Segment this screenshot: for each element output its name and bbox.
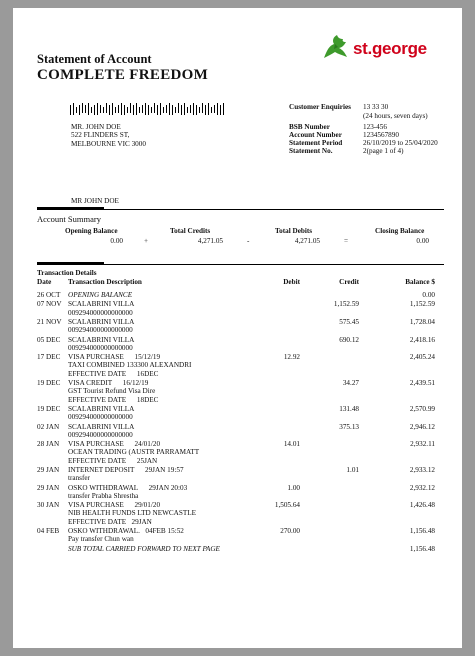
col-header-balance: Balance $	[405, 278, 435, 286]
row-description-line: 009294000000000000	[68, 308, 133, 317]
address-line-1: 522 FLINDERS ST,	[71, 131, 130, 140]
row-balance: 2,418.16	[409, 335, 435, 344]
row-description-line: SCALABRINI VILLA	[68, 317, 135, 326]
row-description-line: 009294000000000000	[68, 413, 133, 422]
product-name: COMPLETE FREEDOM	[37, 67, 209, 83]
row-credit: 690.12	[339, 335, 359, 344]
row-balance: 2,439.51	[409, 379, 435, 387]
row-description-line: OCEAN TRADING (AUSTR PARRAMATT	[68, 448, 200, 457]
customer-address	[71, 123, 146, 148]
col-header-debit: Debit	[283, 278, 300, 286]
col-header-date: Date	[37, 278, 52, 286]
row-balance: 2,946.12	[409, 422, 435, 431]
row-description-line: transfer	[68, 474, 90, 483]
row-date: 02 JAN	[37, 422, 60, 431]
row-date: 17 DEC	[37, 353, 61, 362]
account-number-value: 1234567890	[363, 131, 399, 139]
enquiries-value: 13 33 30	[363, 103, 389, 111]
row-description-line: VISA PURCHASE 29/01/20	[68, 501, 161, 510]
row-date: 29 JAN	[37, 483, 60, 492]
row-debit: 1.00	[287, 483, 300, 492]
statement-number-value: 2(page 1 of 4)	[363, 147, 404, 155]
row-description-line: INTERNET DEPOSIT 29JAN 19:57	[68, 466, 184, 474]
closing-balance-label: Closing Balance	[375, 227, 425, 235]
row-description-line: VISA PURCHASE 24/01/20	[68, 440, 161, 449]
row-date: 28 JAN	[37, 440, 60, 449]
row-description-line: Pay transfer Chun wan	[68, 535, 134, 544]
row-date: 05 DEC	[37, 335, 61, 344]
bsb-label: BSB Number	[289, 123, 330, 131]
row-description-line: OPENING BALANCE	[68, 291, 133, 299]
row-balance: 2,570.99	[409, 404, 435, 413]
row-description-line: SCALABRINI VILLA	[68, 300, 135, 309]
row-debit: 12.92	[283, 353, 300, 362]
row-description-line: GST Tourist Refund Visa Dire	[68, 387, 156, 396]
row-balance: 2,932.12	[409, 483, 435, 492]
row-description-line: transfer Prabha Shrestha	[68, 491, 139, 500]
postal-barcode	[70, 103, 227, 115]
row-balance: 2,405.24	[409, 353, 435, 362]
enquiries-note: (24 hours, seven days)	[363, 112, 428, 120]
statement-period-value: 26/10/2019 to 25/04/2020	[363, 139, 438, 147]
row-description-line: 009294000000000000	[68, 430, 133, 439]
st-george-logo	[321, 32, 427, 67]
statement-period-label: Statement Period	[289, 139, 343, 147]
total-credits-label: Total Credits	[170, 227, 211, 235]
row-balance: 1,426.48	[409, 501, 435, 510]
minus-sign: -	[247, 237, 250, 245]
row-date: 26 OCT	[37, 291, 61, 299]
row-credit: 1,152.59	[333, 300, 359, 309]
row-credit: 131.48	[339, 404, 359, 413]
statement-page	[13, 8, 462, 648]
customer-name: MR. JOHN DOE	[71, 123, 121, 131]
row-description-line: VISA CREDIT 16/12/19	[68, 379, 149, 387]
row-date: 07 NOV	[37, 300, 62, 309]
total-debits-label: Total Debits	[275, 227, 313, 235]
total-debits-value: 4,271.05	[294, 237, 320, 245]
row-date: 21 NOV	[37, 317, 62, 326]
row-debit: 1,505.64	[274, 501, 300, 510]
row-date: 29 JAN	[37, 466, 60, 474]
row-balance: 0.00	[422, 291, 435, 299]
statement-number-label: Statement No.	[289, 147, 333, 155]
row-balance: 1,156.48	[409, 544, 435, 553]
row-description-line: EFFECTIVE DATE 25JAN	[68, 456, 158, 465]
address-line-2: MELBOURNE VIC 3000	[71, 139, 146, 148]
row-description-line: EFFECTIVE DATE 18DEC	[68, 395, 159, 404]
row-date: 30 JAN	[37, 501, 60, 510]
row-description-line: SCALABRINI VILLA	[68, 422, 135, 431]
account-holder: MR JOHN DOE	[71, 197, 119, 205]
plus-sign: +	[144, 237, 149, 245]
equals-sign: =	[344, 237, 349, 245]
closing-balance-value: 0.00	[416, 237, 429, 245]
row-credit: 575.45	[339, 317, 359, 326]
row-description-line: EFFECTIVE DATE 16DEC	[68, 369, 159, 378]
transaction-details-title: Transaction Details	[37, 269, 97, 277]
brand-wordmark: st.george	[353, 39, 427, 58]
total-credits-value: 4,271.05	[197, 237, 223, 245]
row-description-line: 009294000000000000	[68, 326, 133, 335]
row-debit: 14.01	[283, 440, 300, 449]
enquiries-label: Customer Enquiries	[289, 103, 351, 111]
transactions-rule	[37, 264, 444, 265]
row-balance: 1,156.48	[409, 527, 435, 536]
row-credit: 1.01	[346, 466, 359, 474]
row-description-line: 009294000000000000	[68, 343, 133, 352]
col-header-credit: Credit	[339, 278, 359, 286]
account-summary-title: Account Summary	[37, 214, 101, 224]
row-balance: 2,932.11	[410, 440, 435, 449]
opening-balance-value: 0.00	[110, 237, 123, 245]
row-description-line: SCALABRINI VILLA	[68, 335, 135, 344]
dragon-icon	[321, 32, 351, 62]
row-credit: 34.27	[342, 379, 359, 387]
bsb-value: 123-456	[363, 123, 387, 131]
row-description-line: VISA PURCHASE 15/12/19	[68, 353, 161, 362]
row-description-line: SCALABRINI VILLA	[68, 404, 135, 413]
row-description-line: TAXI COMBINED 133300 ALEXANDRI	[68, 361, 192, 370]
row-credit: 375.13	[339, 422, 359, 431]
row-balance: 2,933.12	[409, 466, 435, 474]
row-description-line: OSKO WITHDRAWAL 29JAN 20:03	[68, 483, 188, 492]
row-date: 04 FEB	[37, 527, 60, 536]
row-description-line: SUB TOTAL CARRIED FORWARD TO NEXT PAGE	[68, 544, 220, 553]
statement-title: Statement of Account	[37, 52, 152, 66]
col-header-description: Transaction Description	[68, 278, 142, 286]
opening-balance-label: Opening Balance	[65, 227, 118, 235]
row-debit: 270.00	[280, 527, 300, 536]
row-description-line: OSKO WITHDRAWAL. 04FEB 15:52	[68, 527, 184, 536]
row-description-line: NIB HEALTH FUNDS LTD NEWCASTLE	[68, 509, 197, 518]
row-description-line: EFFECTIVE DATE 29JAN	[68, 517, 152, 526]
row-balance: 1,152.59	[409, 300, 435, 309]
row-date: 19 DEC	[37, 404, 61, 413]
account-number-label: Account Number	[289, 131, 342, 139]
row-date: 19 DEC	[37, 379, 61, 387]
summary-rule	[37, 209, 444, 210]
row-balance: 1,728.04	[409, 317, 435, 326]
